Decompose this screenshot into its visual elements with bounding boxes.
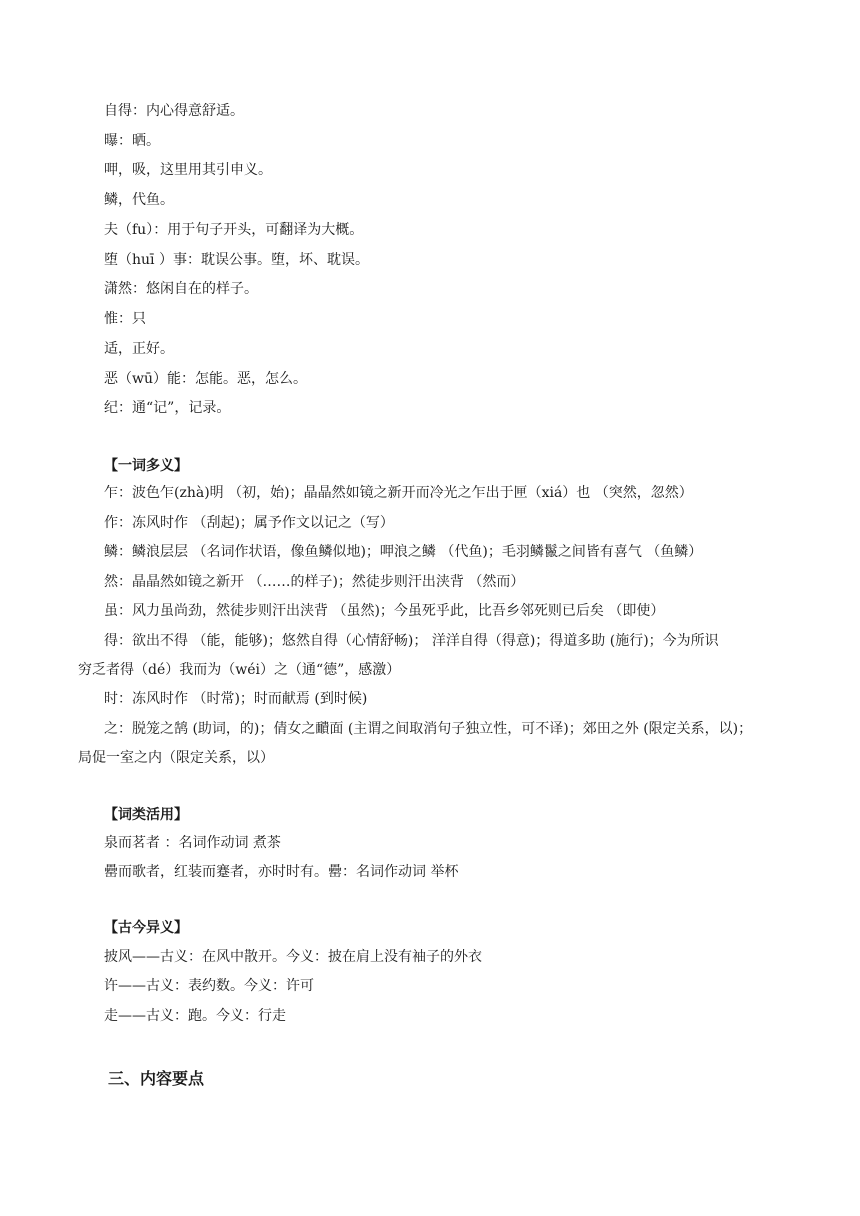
polysemy-heading: 【一词多义】 — [104, 458, 188, 474]
polysemy-line-continued: 局促一室之内（限定关系，以） — [78, 750, 274, 766]
ancient-modern-heading: 【古今异义】 — [104, 920, 188, 936]
glossary-line: 呷，吸，这里用其引申义。 — [104, 162, 272, 178]
ancient-modern-line: 许——古义：表约数。今义：许可 — [104, 978, 314, 994]
polysemy-line: 时：冻风时作 （时常)；时而献焉 (到时候) — [104, 691, 368, 707]
glossary-line: 纪：通“记”，记录。 — [104, 400, 231, 416]
conversion-heading: 【词类活用】 — [104, 807, 188, 823]
conversion-line: 罍而歌者，红装而蹇者，亦时时有。罍：名词作动词 举杯 — [104, 864, 459, 880]
polysemy-line: 乍：波色乍(zhà)明 （初，始)；晶晶然如镜之新开而冷光之乍出于匣（xiá）也 （突然，忽然） — [104, 485, 693, 501]
glossary-line: 堕（huī ）事：耽误公事。堕，坏、耽误。 — [104, 252, 369, 268]
glossary-line: 鳞，代鱼。 — [104, 192, 174, 208]
polysemy-line: 虽：风力虽尚劲，然徒步则汗出浃背 （虽然)；今虽死乎此，比吾乡邻死则已后矣 （即使） — [104, 603, 665, 619]
glossary-line: 曝：晒。 — [104, 133, 160, 149]
polysemy-line: 得：欲出不得 （能，能够)；悠然自得（心情舒畅)； 洋洋自得（得意)；得道多助 (施行)；今为所识 — [104, 633, 719, 649]
conversion-line: 泉而茗者 ：名词作动词 煮茶 — [104, 835, 281, 851]
ancient-modern-line: 披风——古义：在风中散开。今义：披在肩上没有袖子的外衣 — [104, 949, 482, 965]
section-title: 三、内容要点 — [108, 1069, 205, 1088]
glossary-line: 惟：只 — [104, 311, 146, 327]
polysemy-line: 作：冻风时作 （刮起)；属予作文以记之（写） — [104, 515, 394, 531]
glossary-line: 自得：内心得意舒适。 — [104, 103, 244, 119]
glossary-line: 潇然：悠闲自在的样子。 — [104, 281, 258, 297]
ancient-modern-line: 走——古义：跑。今义：行走 — [104, 1008, 286, 1024]
polysemy-line: 然：晶晶然如镜之新开 （……的样子)；然徒步则汗出浃背 （然而） — [104, 574, 525, 590]
polysemy-line: 鳞：鳞浪层层 （名词作状语，像鱼鳞似地)；呷浪之鳞 （代鱼)；毛羽鳞鬣之间皆有喜气 （鱼鳞） — [104, 544, 703, 560]
glossary-line: 适，正好。 — [104, 341, 174, 357]
polysemy-line-continued: 穷乏者得（dé）我而为（wéi）之（通“德”，感激） — [78, 662, 401, 678]
glossary-line: 恶（wū）能：怎能。恶，怎么。 — [104, 371, 307, 387]
glossary-line: 夫（fu）：用于句子开头，可翻译为大概。 — [104, 222, 364, 238]
polysemy-line: 之：脱笼之鹄 (助词，的)；倩女之靧面 (主谓之间取消句子独立性，可不译)；郊田之外 (限定关系，以)； — [104, 721, 753, 737]
